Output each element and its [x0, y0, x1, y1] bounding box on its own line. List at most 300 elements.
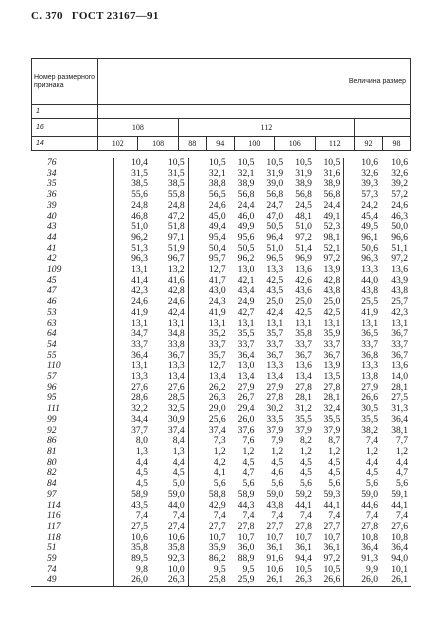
table-cell: 51,0 — [266, 242, 284, 254]
table-cell: 31,2 — [295, 403, 312, 415]
table-cell: 4,4 — [151, 458, 188, 469]
table-cell: 36,4 — [391, 413, 408, 425]
page-number: С. 370 — [31, 10, 63, 22]
table-cell: 43,8 — [315, 286, 344, 297]
table-cell: 4,5 — [299, 467, 312, 479]
row-feature-number: 51 — [31, 543, 114, 554]
table-cell: 59,3 — [315, 490, 344, 501]
table-cell: 96,3 — [361, 253, 379, 265]
table-cell: 32,1 — [237, 167, 255, 179]
row-feature-number: 109 — [31, 265, 114, 276]
table-cell: 49,5 — [361, 221, 379, 233]
table-cell: 13,3 — [361, 264, 379, 276]
table-cell: 7,3 — [213, 435, 226, 447]
table-cell: 30,5 — [361, 403, 379, 415]
table-cell: 4,7 — [242, 467, 255, 479]
row-feature-number: 116 — [31, 511, 114, 522]
table-cell: 45,0 — [208, 210, 226, 222]
row-feature-number: 114 — [31, 501, 114, 512]
table-cell: 1,2 — [315, 447, 344, 458]
table-cell: 45,4 — [361, 210, 379, 222]
table-cell: 24,6 — [131, 296, 148, 308]
table-cell: 24,5 — [295, 199, 312, 211]
table-cell: 97,1 — [151, 233, 188, 244]
row-feature-number: 118 — [31, 533, 114, 544]
table-cell: 27,8 — [361, 520, 379, 532]
table-cell: 24,4 — [315, 201, 344, 212]
table-cell: 96,7 — [151, 254, 188, 265]
table-cell: 1,2 — [213, 445, 226, 457]
table-cell: 26,3 — [151, 575, 188, 586]
table-cell: 51,8 — [151, 222, 188, 233]
table-cell: 50,4 — [208, 242, 226, 254]
table-cell: 1,2 — [271, 445, 284, 457]
table-cell: 28,1 — [315, 393, 344, 404]
table-cell: 28,1 — [295, 392, 312, 404]
table-cell: 37,9 — [315, 426, 344, 437]
table-cell: 36,7 — [151, 351, 188, 362]
table-cell: 4,4 — [135, 456, 148, 468]
table-cell: 4,7 — [396, 467, 408, 479]
table-cell: 26,0 — [237, 413, 255, 425]
table-cell: 38,2 — [361, 424, 379, 436]
table-cell: 10,5 — [208, 157, 226, 168]
table-cell: 46,8 — [131, 210, 148, 222]
table-cell: 55,8 — [151, 190, 188, 201]
table-cell: 13,3 — [131, 371, 148, 383]
table-cell: 13,3 — [151, 361, 188, 372]
table-cell: 52,1 — [315, 244, 344, 255]
row-feature-number: 86 — [31, 436, 114, 447]
row-feature-number: 97 — [31, 490, 114, 501]
table-cell: 13,0 — [237, 264, 255, 276]
table-cell: 50,5 — [266, 221, 284, 233]
row-feature-number: 117 — [31, 522, 114, 533]
table-cell: 7,4 — [315, 511, 344, 522]
table-cell: 36,7 — [391, 328, 408, 340]
table-cell: 13,1 — [361, 317, 379, 329]
table-cell: 8,0 — [135, 435, 148, 447]
table-cell: 32,6 — [361, 167, 379, 179]
table-cell: 36,7 — [266, 349, 284, 361]
table-cell: 36,4 — [131, 349, 148, 361]
table-cell: 13,1 — [315, 319, 344, 330]
table-cell: 55,6 — [131, 189, 148, 201]
standard-code: ГОСТ 23167—91 — [71, 10, 159, 22]
table-cell: 10,5 — [237, 157, 255, 168]
table-cell: 38,9 — [237, 178, 255, 190]
table-cell: 27,4 — [151, 522, 188, 533]
table-cell: 35,8 — [295, 328, 312, 340]
row-feature-number: 45 — [31, 276, 114, 287]
table-cell: 36,4 — [237, 349, 255, 361]
table-cell: 41,7 — [208, 274, 226, 286]
table-cell: 13,9 — [315, 361, 344, 372]
table-cell: 1,3 — [135, 445, 148, 457]
table-cell: 59,1 — [391, 488, 408, 500]
table-cell: 36,7 — [391, 349, 408, 361]
table-cell: 88,9 — [237, 553, 255, 565]
table-cell: 46,3 — [391, 210, 408, 222]
table-cell: 10,8 — [391, 531, 408, 543]
column-header: 112 — [315, 137, 354, 151]
table-cell: 38,9 — [295, 178, 312, 190]
table-cell: 13,1 — [131, 317, 148, 329]
table-cell: 42,7 — [237, 306, 255, 318]
table-cell: 35,8 — [131, 542, 148, 554]
table-cell: 57,2 — [391, 189, 408, 201]
table-cell: 49,9 — [237, 221, 255, 233]
table-cell: 4,5 — [242, 456, 255, 468]
table-cell: 34,4 — [131, 413, 148, 425]
row-feature-number: 34 — [31, 169, 114, 180]
table-cell: 57,3 — [361, 189, 379, 201]
table-cell: 24,7 — [266, 199, 284, 211]
table-cell: 13,2 — [151, 265, 188, 276]
table-cell: 24,2 — [361, 199, 379, 211]
row-feature-number: 47 — [31, 286, 114, 297]
table-cell: 10,6 — [151, 533, 188, 544]
table-cell: 36,7 — [295, 349, 312, 361]
table-cell: 39,2 — [391, 178, 408, 190]
page-header — [31, 10, 165, 22]
table-cell: 34,8 — [151, 329, 188, 340]
table-cell: 33,7 — [361, 338, 379, 350]
table-cell: 5,0 — [151, 479, 188, 490]
table-cell: 10,6 — [361, 157, 379, 168]
table-cell: 42,4 — [151, 308, 188, 319]
column-header: 92 — [354, 137, 382, 151]
table-cell: 9,5 — [242, 563, 255, 575]
table-cell: 43,5 — [266, 285, 284, 297]
value-column-title: Величина размер — [98, 59, 411, 105]
table-cell: 36,1 — [295, 542, 312, 554]
table-cell: 33,7 — [131, 338, 148, 350]
table-cell: 38,1 — [391, 424, 408, 436]
table-cell: 33,7 — [315, 340, 344, 351]
table-cell: 7,6 — [242, 435, 255, 447]
table-cell: 42,5 — [315, 308, 344, 319]
table-cell: 13,8 — [361, 371, 379, 383]
table-cell: 28,6 — [131, 392, 148, 404]
table-cell: 97,2 — [391, 253, 408, 265]
table-cell: 10,5 — [315, 565, 344, 576]
table-cell: 24,8 — [151, 201, 188, 212]
table-cell: 31,6 — [315, 169, 344, 180]
table-cell: 51,4 — [295, 242, 312, 254]
column-header: 94 — [206, 137, 234, 151]
table-cell: 4,2 — [213, 456, 226, 468]
table-cell: 42,4 — [266, 306, 284, 318]
table-cell: 36,1 — [315, 543, 344, 554]
table-cell: 91,3 — [361, 553, 379, 565]
table-cell: 56,5 — [208, 189, 226, 201]
table-cell: 58,8 — [208, 488, 226, 500]
table-cell: 96,3 — [131, 253, 148, 265]
table-cell: 35,5 — [237, 328, 255, 340]
table-cell: 42,1 — [237, 274, 255, 286]
table-cell: 35,9 — [208, 542, 226, 554]
table-cell: 30,9 — [151, 415, 188, 426]
table-cell: 52,3 — [315, 222, 344, 233]
row-feature-number: 80 — [31, 458, 114, 469]
table-cell: 33,5 — [266, 413, 284, 425]
table-cell: 49,1 — [315, 212, 344, 223]
table-cell: 31,3 — [391, 403, 408, 415]
table-cell: 25,8 — [188, 575, 229, 586]
table-cell: 56,8 — [237, 189, 255, 201]
table-cell: 13,6 — [391, 360, 408, 372]
table-cell: 27,5 — [131, 520, 148, 532]
row-feature-number: 53 — [31, 308, 114, 319]
table-cell: 31,5 — [131, 167, 148, 179]
table-cell: 13,3 — [266, 264, 284, 276]
table-cell: 25,0 — [295, 296, 312, 308]
table-cell: 37,4 — [151, 426, 188, 437]
table-cell: 10,7 — [315, 533, 344, 544]
table-cell: 32,6 — [391, 167, 408, 179]
table-cell: 25,6 — [208, 413, 226, 425]
column-header: 88 — [178, 137, 206, 151]
table-cell: 7,4 — [151, 511, 188, 522]
table-cell: 41,6 — [151, 276, 188, 287]
table-cell: 39,3 — [361, 178, 379, 190]
table-cell: 37,4 — [208, 424, 226, 436]
table-cell: 27,9 — [266, 381, 284, 393]
table-cell: 36,7 — [315, 351, 344, 362]
table-cell: 37,7 — [131, 424, 148, 436]
table-cell: 56,8 — [315, 190, 344, 201]
table-cell: 27,9 — [237, 381, 255, 393]
label-column-title: Номер размерного признака — [32, 59, 98, 105]
row-feature-number: 46 — [31, 297, 114, 308]
table-cell: 44,1 — [391, 499, 408, 511]
table-cell: 41,9 — [131, 306, 148, 318]
table-cell: 24,6 — [151, 297, 188, 308]
column-header: 102 — [98, 137, 138, 151]
table-cell: 49,4 — [208, 221, 226, 233]
table-cell: 36,5 — [361, 328, 379, 340]
table-cell: 35,5 — [361, 413, 379, 425]
table-cell: 10,7 — [266, 531, 284, 543]
table-cell: 13,1 — [131, 360, 148, 372]
table-cell: 43,4 — [237, 285, 255, 297]
table-cell: 4,4 — [396, 456, 408, 468]
table-cell: 38,5 — [151, 179, 188, 190]
table-cell: 29,0 — [208, 403, 226, 415]
table-cell: 56,8 — [295, 189, 312, 201]
table-cell: 26,3 — [286, 575, 315, 586]
table-cell: 13,1 — [266, 317, 284, 329]
table-cell: 13,1 — [295, 317, 312, 329]
table-cell: 96,6 — [391, 231, 408, 243]
table-cell: 25,5 — [361, 296, 379, 308]
table-cell: 13,1 — [151, 319, 188, 330]
table-cell: 26,0 — [114, 575, 151, 586]
table-cell: 39,0 — [266, 178, 284, 190]
row-feature-number: 81 — [31, 447, 114, 458]
table-cell: 10,6 — [391, 157, 408, 168]
table-cell: 5,6 — [366, 478, 379, 490]
table-cell: 26,6 — [315, 575, 344, 586]
table-cell: 43,8 — [266, 499, 284, 511]
row-feature-number: 96 — [31, 383, 114, 394]
table-cell: 96,2 — [237, 253, 255, 265]
table-row — [31, 522, 411, 533]
table-cell: 30,2 — [266, 403, 284, 415]
table-cell: 42,3 — [391, 306, 408, 318]
table-cell: 36,4 — [361, 542, 379, 554]
table-cell: 7,4 — [396, 510, 408, 522]
table-cell: 10,0 — [151, 565, 188, 576]
table-cell: 10,5 — [295, 563, 312, 575]
table-cell: 27,6 — [131, 381, 148, 393]
table-row — [31, 575, 411, 586]
table-cell: 31,9 — [266, 167, 284, 179]
table-cell: 96,2 — [131, 231, 148, 243]
table-cell: 10,5 — [295, 157, 312, 168]
table-cell: 13,1 — [131, 264, 148, 276]
table-cell: 94,0 — [391, 553, 408, 565]
table-cell: 96,9 — [295, 253, 312, 265]
table-cell: 41,9 — [361, 306, 379, 318]
column-header: 100 — [234, 137, 274, 151]
table-cell: 12,7 — [208, 264, 226, 276]
table-cell: 8,2 — [299, 435, 312, 447]
table-cell: 44,1 — [315, 501, 344, 512]
table-cell: 4,6 — [271, 467, 284, 479]
table-cell: 43,8 — [391, 285, 408, 297]
table-cell: 7,4 — [366, 435, 379, 447]
table-cell: 10,4 — [131, 157, 148, 168]
table-cell: 5,6 — [299, 478, 312, 490]
table-cell: 42,8 — [315, 276, 344, 287]
table-cell: 41,4 — [131, 274, 148, 286]
table-cell: 58,9 — [131, 488, 148, 500]
table-cell: 50,0 — [391, 221, 408, 233]
table-cell: 43,6 — [295, 285, 312, 297]
table-cell: 86,2 — [208, 553, 226, 565]
table-cell: 58,9 — [237, 488, 255, 500]
table-cell: 25,0 — [266, 296, 284, 308]
row-feature-number: 57 — [31, 372, 114, 383]
table-cell: 24,4 — [237, 199, 255, 211]
row-feature-number: 44 — [31, 233, 114, 244]
table-cell: 27,8 — [266, 392, 284, 404]
row-feature-number: 74 — [31, 565, 114, 576]
table-row — [31, 201, 411, 212]
table-cell: 95,4 — [208, 231, 226, 243]
row-feature-number: 36 — [31, 190, 114, 201]
table-cell: 7,4 — [242, 510, 255, 522]
table-cell: 4,5 — [315, 468, 344, 479]
table-cell: 47,2 — [151, 212, 188, 223]
column-header: 108 — [138, 137, 178, 151]
table-cell: 42,5 — [266, 274, 284, 286]
row-feature-number: 35 — [31, 179, 114, 190]
table-cell: 25,7 — [391, 296, 408, 308]
table-cell: 95,7 — [208, 253, 226, 265]
table-cell: 13,3 — [266, 360, 284, 372]
table-cell: 37,9 — [295, 424, 312, 436]
table-cell: 51,0 — [131, 221, 148, 233]
table-cell: 35,8 — [151, 543, 188, 554]
table-cell: 24,8 — [131, 199, 148, 211]
table-cell: 24,6 — [391, 199, 408, 211]
header-row-2-label: 16 — [32, 119, 98, 137]
table-cell: 26,2 — [208, 381, 226, 393]
row-feature-number: 41 — [31, 244, 114, 255]
table-cell: 43,9 — [391, 274, 408, 286]
table-cell: 95,6 — [237, 231, 255, 243]
header-row-1-values — [98, 105, 411, 119]
row-feature-number: 39 — [31, 201, 114, 212]
table-cell: 27,7 — [266, 520, 284, 532]
table-cell: 10,6 — [266, 563, 284, 575]
table-cell: 13,4 — [266, 371, 284, 383]
row-feature-number: 59 — [31, 554, 114, 565]
table-cell: 1,3 — [151, 447, 188, 458]
table-cell: 1,2 — [366, 445, 379, 457]
table-cell: 1,2 — [299, 445, 312, 457]
row-feature-number: 42 — [31, 254, 114, 265]
table-cell: 9,9 — [366, 563, 379, 575]
table-cell: 13,4 — [208, 371, 226, 383]
table-cell: 44,3 — [237, 499, 255, 511]
table-cell: 24,3 — [208, 296, 226, 308]
table-cell: 13,1 — [208, 317, 226, 329]
table-cell: 10,7 — [295, 531, 312, 543]
table-row — [31, 308, 411, 319]
table-cell: 35,9 — [315, 329, 344, 340]
table-cell: 96,5 — [266, 253, 284, 265]
table-cell: 35,7 — [266, 328, 284, 340]
table-cell: 50,6 — [361, 242, 379, 254]
table-cell: 37,6 — [237, 424, 255, 436]
table-cell: 36,0 — [237, 542, 255, 554]
table-cell: 51,3 — [131, 242, 148, 254]
table-cell: 36,8 — [361, 349, 379, 361]
table-cell: 25,9 — [229, 575, 258, 586]
table-cell: 26,6 — [361, 392, 379, 404]
table-cell: 42,9 — [208, 499, 226, 511]
column-header: 106 — [275, 137, 315, 151]
table-cell: 13,1 — [391, 317, 408, 329]
row-feature-number: 54 — [31, 340, 114, 351]
table-cell: 46,0 — [237, 210, 255, 222]
table-cell: 27,6 — [391, 520, 408, 532]
table-cell: 7,7 — [396, 435, 408, 447]
table-cell: 26,0 — [344, 575, 381, 586]
table-cell: 33,8 — [151, 340, 188, 351]
table-cell: 10,6 — [131, 531, 148, 543]
table-cell: 91,6 — [266, 553, 284, 565]
table-cell: 34,7 — [131, 328, 148, 340]
table-cell: 27,6 — [151, 383, 188, 394]
table-cell: 13,0 — [237, 360, 255, 372]
table-cell: 4,5 — [315, 458, 344, 469]
table-cell: 24,9 — [237, 296, 255, 308]
table-cell: 7,4 — [135, 510, 148, 522]
row-feature-number: 43 — [31, 222, 114, 233]
table-cell: 94,4 — [295, 553, 312, 565]
row-feature-number: 76 — [31, 158, 114, 169]
table-cell: 26,7 — [237, 392, 255, 404]
table-cell: 38,8 — [208, 178, 226, 190]
table-cell: 10,7 — [208, 531, 226, 543]
header-row-1-label: 1 — [32, 105, 98, 119]
table-cell: 8,4 — [151, 436, 188, 447]
